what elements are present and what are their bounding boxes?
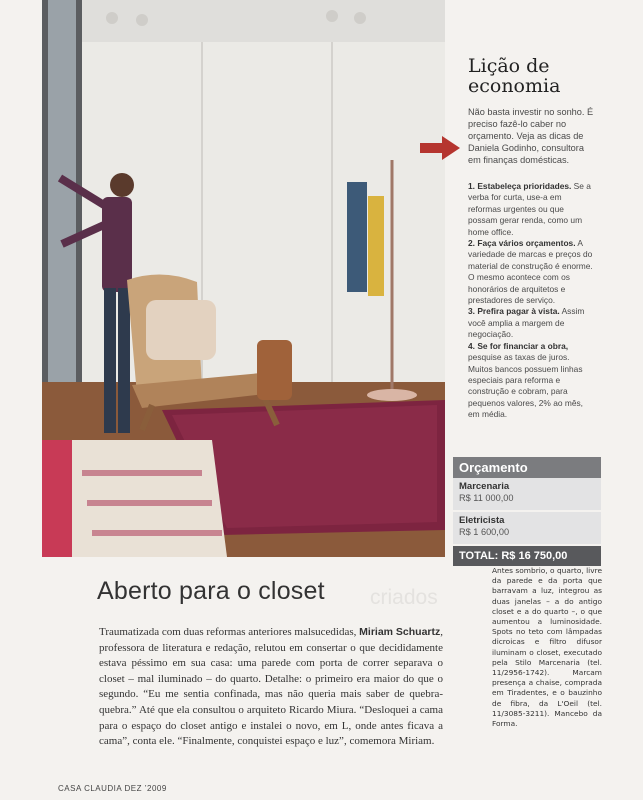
article-headline: Aberto para o closet bbox=[97, 577, 325, 605]
page-footer: CASA CLAUDIA DEZ ’2009 bbox=[58, 784, 167, 793]
sidebar-title: Lição de economia bbox=[468, 55, 561, 97]
budget-total: TOTAL: R$ 16 750,00 bbox=[453, 546, 601, 566]
tip-item: 4. Se for financiar a obra, pesquise as taxas de juros. Muitos bancos possuem linhas especiais para reforma e construção e cobram, para pequenos valores, 2% ao mês, em média. bbox=[468, 340, 583, 420]
budget-row: Eletricista R$ 1 600,00 bbox=[453, 512, 601, 546]
tip-item: 3. Prefira pagar à vista. Assim você amplia a margem de negociação. bbox=[468, 306, 585, 340]
bedroom-illustration bbox=[42, 0, 445, 557]
sidebar-intro: Não basta investir no sonho. É preciso fazê-lo caber no orçamento. Veja as dicas de Daniela Godinho, consultora em finanças domésticas. bbox=[468, 107, 594, 165]
tip-item: 1. Estabeleça prioridades. Se a verba for curta, use-a em reformas urgentes ou que possam gerar renda, como um home office. bbox=[468, 181, 591, 237]
ghost-heading: criados bbox=[370, 586, 438, 609]
budget-box bbox=[453, 457, 601, 566]
budget-title: Orçamento bbox=[453, 457, 601, 478]
budget-row: Marcenaria R$ 11 000,00 bbox=[453, 478, 601, 512]
article-body: Traumatizada com duas reformas anteriores malsucedidas, Miriam Schuartz, professora de literatura e redação, relutou em consertar o que decididamente estava péssimo em sua casa: uma parede com porta de correr separava o closet – mal iluminado – do quarto. Detalhe: o primeiro era maior do que o segundo. “Eu me sentia confinada, mas não queria mais saber de quebra-quebra.” Até que ela consultou o arquiteto Ricardo Miura. “Desloquei a cama para o espaço do closet antigo e instalei o novo, em L, onde antes ficava a cama”, conta ele. “Finalmente, conquistei espaço e luz”, comemora Miriam. bbox=[99, 626, 444, 748]
tips-list bbox=[468, 181, 595, 421]
person-name: Miriam Schuartz bbox=[359, 626, 441, 638]
arrow-right-icon bbox=[420, 136, 460, 160]
tip-item: 2. Faça vários orçamentos. A variedade de marcas e preços do material de construção é enorme. O mesmo acontece com os honorários de arquitetos e prestadores de serviço. bbox=[468, 238, 593, 306]
photo-caption: Antes sombrio, o quarto, livre da parede e da porta que barravam a luz, integrou as duas janelas – a do antigo closet e a do quarto –, o que aumentou a luminosidade. Spots no teto com lâmpadas dicroicas e filtro difusor iluminam o closet, executado pela Stilo Marcenaria (tel. 11/2956-1742). Marcam presença a chaise, comprada em Tiradentes, e o bauzinho de fibra, da L'Oeil (tel. 11/3085-3211). Mancebo da Forma. bbox=[492, 566, 602, 729]
bedroom-photo bbox=[42, 0, 445, 557]
